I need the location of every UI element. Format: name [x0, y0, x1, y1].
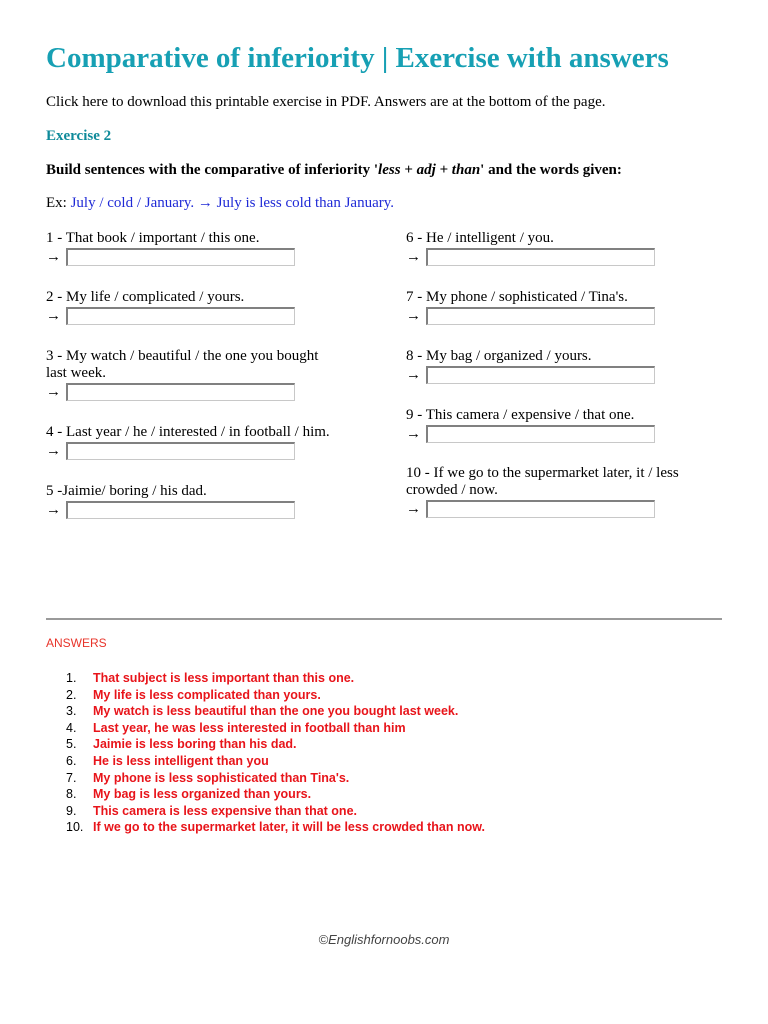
- exercise-item-5: [46, 483, 336, 542]
- exercise-instructions: [46, 162, 622, 179]
- arrow-icon: →: [46, 443, 61, 459]
- exercise-item-8: [406, 348, 706, 407]
- answer-input-9[interactable]: [426, 425, 655, 443]
- arrow-icon: →: [406, 308, 421, 324]
- exercise-item-10: [406, 465, 706, 541]
- answer-text: Last year, he was less interested in football than him: [93, 720, 406, 735]
- answer-text: My life is less complicated than yours.: [93, 687, 321, 702]
- answer-input-10[interactable]: [426, 500, 655, 518]
- answer-text: This camera is less expensive than that one.: [93, 803, 357, 818]
- answer-number: 4.: [66, 720, 77, 735]
- answer-number: 9.: [66, 803, 77, 818]
- answer-item: [66, 753, 485, 770]
- answer-item: [66, 687, 485, 704]
- answer-number: 1.: [66, 671, 77, 685]
- answer-item: [66, 803, 485, 820]
- answer-text: My watch is less beautiful than the one you bought last week.: [93, 704, 459, 719]
- answer-number: 3.: [66, 704, 77, 719]
- answer-input-2[interactable]: [66, 307, 295, 325]
- arrow-icon: →: [46, 249, 61, 265]
- exercise-column-left: [46, 230, 336, 542]
- page-title: Comparative of inferiority | Exercise with answers: [46, 42, 669, 74]
- answer-text: If we go to the supermarket later, it will be less crowded than now.: [93, 820, 485, 835]
- answers-list: [66, 670, 485, 836]
- answer-input-5[interactable]: [66, 501, 295, 519]
- answer-text: My bag is less organized than yours.: [93, 787, 312, 802]
- example-prefix: Ex:: [46, 195, 71, 211]
- answer-input-4[interactable]: [66, 442, 295, 460]
- exercise-item-4: [46, 424, 336, 483]
- answer-item: [66, 720, 485, 737]
- answer-input-7[interactable]: [426, 307, 655, 325]
- arrow-icon: →: [406, 501, 421, 517]
- exercise-item-2: [46, 289, 336, 348]
- answers-heading: ANSWERS: [46, 636, 107, 650]
- exercise-prompt: 1 - That book / important / this one.: [46, 230, 260, 246]
- answer-item: [66, 786, 485, 803]
- copyright-footer: ©Englishfornoobs.com: [318, 932, 450, 947]
- exercise-item-3: [46, 348, 336, 424]
- answer-item: [66, 736, 485, 753]
- arrow-icon: →: [406, 249, 421, 265]
- exercise-prompt: 3 - My watch / beautiful / the one you bought last week.: [46, 348, 319, 381]
- exercise-heading: Exercise 2: [46, 128, 112, 144]
- arrow-icon: →: [46, 502, 61, 518]
- exercise-prompt: 6 - He / intelligent / you.: [406, 230, 554, 246]
- answer-input-8[interactable]: [426, 366, 655, 384]
- arrow-icon: →: [46, 384, 61, 400]
- instructions-pre: Build sentences with the comparative of inferiority ': [46, 162, 379, 178]
- answer-item: [66, 670, 485, 687]
- exercise-prompt: 4 - Last year / he / interested / in football / him.: [46, 424, 330, 440]
- arrow-icon: →: [406, 367, 421, 383]
- exercise-prompt: 7 - My phone / sophisticated / Tina's.: [406, 289, 628, 305]
- exercise-item-1: [46, 230, 336, 289]
- answer-text: He is less intelligent than you: [93, 753, 269, 768]
- exercise-prompt: 9 - This camera / expensive / that one.: [406, 407, 635, 423]
- answer-text: That subject is less important than this one.: [93, 671, 355, 685]
- arrow-icon: →: [46, 308, 61, 324]
- exercise-prompt: 2 - My life / complicated / yours.: [46, 289, 245, 305]
- exercise-item-9: [406, 407, 706, 465]
- answer-item: [66, 703, 485, 720]
- answer-item: [66, 770, 485, 787]
- answer-number: 10.: [66, 820, 84, 835]
- answer-number: 7.: [66, 770, 77, 785]
- intro-text: Click here to download this printable exercise in PDF. Answers are at the bottom of the page.: [46, 94, 606, 110]
- example-text: July / cold / January. → July is less cold than January.: [70, 195, 395, 211]
- answer-input-6[interactable]: [426, 248, 655, 266]
- answer-number: 2.: [66, 687, 77, 702]
- instructions-formula: less + adj + than: [378, 162, 481, 178]
- answer-text: My phone is less sophisticated than Tina's.: [93, 770, 350, 785]
- answer-number: 6.: [66, 753, 77, 768]
- answer-input-3[interactable]: [66, 383, 295, 401]
- exercise-item-7: [406, 289, 706, 348]
- exercise-prompt: 5 -Jaimie/ boring / his dad.: [46, 483, 207, 499]
- answer-text: Jaimie is less boring than his dad.: [93, 737, 297, 752]
- answer-number: 5.: [66, 737, 77, 752]
- answer-input-1[interactable]: [66, 248, 295, 266]
- instructions-post: ' and the words given:: [480, 162, 622, 178]
- answer-item: [66, 819, 485, 836]
- exercise-prompt: 10 - If we go to the supermarket later, it / less crowded / now.: [406, 465, 679, 498]
- arrow-icon: →: [406, 426, 421, 442]
- exercise-prompt: 8 - My bag / organized / yours.: [406, 348, 592, 364]
- answer-number: 8.: [66, 787, 77, 802]
- exercise-column-right: [406, 230, 706, 541]
- exercise-item-6: [406, 230, 706, 289]
- example-sentence: [46, 195, 394, 212]
- section-divider: [46, 618, 722, 620]
